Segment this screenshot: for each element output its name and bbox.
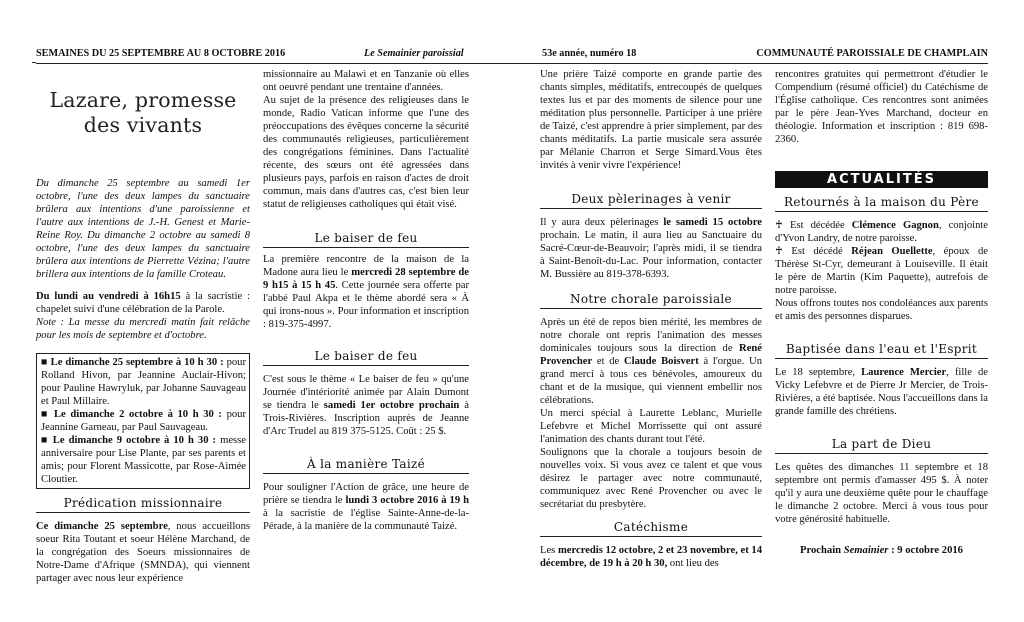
- text-span: . Cette journée sera offerte par l'abbé Paul Akpa et le thème abordé sera « À qui irons-nous ». Pour information et inscription : 819-375-4997.: [263, 280, 469, 330]
- catechisme-paragraph: [540, 544, 762, 570]
- mass-date: ■ Le dimanche 9 octobre à 10 h 30 :: [41, 435, 217, 446]
- baiser-heading-2: Le baiser de feu: [263, 350, 469, 366]
- column-4: [775, 68, 988, 557]
- mass-date: ■ Le dimanche 2 octobre à 10 h 30 :: [41, 409, 222, 420]
- title-line-1: Lazare, promesse: [49, 88, 237, 112]
- text-span: Il y aura deux pèlerinages: [540, 217, 664, 228]
- text-span: Les: [540, 545, 558, 556]
- text-span: à Trois-Rivières. Inscription auprès de Jeanne d'Arc Trudel au 819 375-5125. Coût : 25 $.: [263, 400, 469, 437]
- bold-span: Laurence Mercier: [861, 367, 947, 378]
- bold-span: samedi 1er octobre prochain: [323, 400, 460, 411]
- page-title: [36, 88, 250, 138]
- text-span: à la sacristie de l'église Sainte-Anne-de-la-Pérade, à la manière de la communauté Taizé.: [263, 508, 469, 532]
- text-span: Après un été de repos bien mérité, les membres de notre chorale ont repris l'animation des messes dominicales toujours sous la direction de: [540, 317, 762, 354]
- bold-span: Clémence Gagnon: [851, 220, 939, 231]
- religieuses-paragraph: Au sujet de la présence des religieuses dans le monde, Radio Vatican informe que l'une des préoccupations des évêques concerne la sécurité des communautés religieuses, particulièrement des congrégations féminines. Dans l'actualité récente, des sœurs ont été agressées dans plusieurs pays, parfois en raison d'actes de droit commun, mais dans d'autres cas, c'est bien leur statut de religieuses catholiques qui était visé.: [263, 95, 469, 210]
- weekday-bold: Du lundi au vendredi à 16h15: [36, 291, 181, 302]
- pelerinages-paragraph: [540, 216, 762, 281]
- baiser-heading-1: Le baiser de feu: [263, 232, 469, 248]
- mass-item: [41, 356, 246, 408]
- italic-span: Semainier: [843, 545, 889, 556]
- predication-continued: missionnaire au Malawi et en Tanzanie où elles ont oeuvré pendant une trentaine d'années.: [263, 69, 469, 93]
- taize-continued: Une prière Taizé comporte en grande partie des chants simples, méditatifs, entrecoupés de quelques textes lus et par des moments de silence pour une méditation plus personnelle. Participer à une prière de Taizé, c'est apprendre à prier simplement, par des chants méditatifs. La partie musicale sera assurée par Mélanie Charron et Serge Simard.Vous êtes invités à venir vivre l'expérience!: [540, 69, 762, 171]
- masses-box: [36, 353, 250, 489]
- predication-heading: Prédication missionnaire: [36, 497, 250, 513]
- bold-span: mercredis 12 octobre, 2 et 23 novembre, et 14 décembre, de 19 h à 20 h 30,: [540, 545, 762, 569]
- page-header: [36, 47, 988, 61]
- text-span: Pour souligner l'Action de grâce, une heure de prière se tiendra le: [263, 482, 469, 506]
- column-3: [540, 68, 762, 570]
- header-community: COMMUNAUTÉ PAROISSIALE DE CHAMPLAIN: [756, 48, 988, 59]
- corner-tick: [32, 62, 36, 63]
- bold-span: Réjean Ouellette: [851, 246, 933, 257]
- bold-span: Claude Boisvert: [623, 356, 699, 367]
- column-2: [263, 68, 469, 533]
- text-span: Le 18 septembre,: [775, 367, 862, 378]
- mass-text: pour Rolland Hivon, par Jeannine Auclair-Hivon; pour Pauline Hawryluk, par Johanne Sauvageau et Paul Millaire.: [41, 357, 246, 407]
- deces-1: [775, 219, 988, 245]
- title-line-2: des vivants: [83, 113, 203, 137]
- predication-paragraph: [36, 520, 250, 585]
- predication-bold: Ce dimanche 25 septembre: [36, 521, 168, 532]
- header-rule: [36, 63, 988, 64]
- retournes-heading: Retournés à la maison du Père: [775, 196, 988, 212]
- mass-text: pour Jeannine Garneau, par Paul Sauvageau.: [41, 409, 246, 433]
- mass-text: messe anniversaire pour Lise Plante, par ses parents et amis; pour Florent Massicotte, par Rose-Aimée Cloutier.: [41, 435, 246, 485]
- text-span: C'est sous le thème « Le baiser de feu » qu'une Journée d'intériorité animée par Alain Dumont se tiendra le: [263, 374, 469, 411]
- bold-span: mercredi 28 septembre de 9 h15 à 15 h 45: [263, 267, 470, 291]
- mass-item: [41, 434, 246, 486]
- weekday-rest: à la sacristie : chapelet suivi d'une célébration de la Parole.: [36, 291, 251, 315]
- column-1: [36, 68, 250, 585]
- text-span: Prochain: [800, 545, 844, 556]
- pelerinages-heading: Deux pèlerinages à venir: [540, 193, 762, 209]
- taize-heading: À la manière Taizé: [263, 458, 469, 474]
- baiser-paragraph-1: [263, 253, 469, 331]
- predication-text: , nous accueillons soeur Rita Toutant et soeur Hélène Marchand, de la congrégation des Soeurs missionnaires de Notre-Dame d'Afrique (SMNDA), qui viennent partager avec nous leur expérience: [36, 521, 250, 584]
- bold-span: lundi 3 octobre 2016 à 19 h: [345, 495, 469, 506]
- chorale-heading: Notre chorale paroissiale: [540, 293, 762, 309]
- bapteme-paragraph: [775, 366, 988, 418]
- catechisme-heading: Catéchisme: [540, 521, 762, 537]
- header-edition: 53e année, numéro 18: [542, 48, 637, 59]
- mass-item: [41, 408, 246, 434]
- taize-paragraph: [263, 481, 469, 533]
- condoleances: Nous offrons toutes nos condoléances aux parents et amis des personnes disparues.: [775, 298, 988, 322]
- bapteme-heading: Baptisée dans l'eau et l'Esprit: [775, 343, 988, 359]
- lamps-paragraph: Du dimanche 25 septembre au samedi 1er octobre, l'une des deux lampes du sanctuaire brûlera aux intentions d'une paroissienne et l'autre aux intentions de J.-H. Genest et Marie-Reine Roy. Du dimanche 2 octobre au samedi 8 octobre, l'une des deux lampes du sanctuaire brûlera aux intentions de Pierrette Vézina; l'autre brillera aux intentions de la famille Croteau.: [36, 178, 250, 280]
- text-span: et de: [592, 356, 624, 367]
- text-span: prochain. Le matin, il aura lieu au Sanctuaire du Sacré-Cœur-de-Beauvoir; l'après midi, il se tiendra à Saint-Benoît-du-Lac. Pour information, contacter M. Bussière au 819-378-6393.: [540, 230, 762, 280]
- catechisme-continued: rencontres gratuites qui permettront d'étudier le Compendium (résumé officiel) du Catéchisme de l'Église catholique. Ces rencontres sont animées par le père Jean-Yves Marchand, docteur en théologie. Information et inscription : 819 698-2360.: [775, 69, 988, 145]
- header-publication: Le Semainier paroissial: [364, 48, 464, 59]
- baiser-paragraph-2: [263, 373, 469, 438]
- weekday-note: Note : La messe du mercredi matin fait relâche pour les mois de septembre et d'octobre.: [36, 317, 250, 341]
- text-span: : 9 octobre 2016: [888, 545, 963, 556]
- text-span: , conjointe d'Yvon Landry, de notre paroisse.: [775, 220, 989, 244]
- text-span: à l'orgue. Un grand merci à tous ces bénévoles, amoureux du chant et de la musique, qui viennent embellir nos célébrations.: [540, 356, 762, 406]
- chorale-paragraph: [540, 316, 762, 407]
- chorale-call: Soulignons que la chorale a toujours besoin de nouvelles voix. Si vous avez ce talent et que vous désirez le partager avec notre communauté, communiquez avec René Provencher ou avec le secrétariat du presbytère.: [540, 447, 762, 510]
- cross-icon: ♰ Est décédé: [775, 246, 852, 257]
- bold-span: René Provencher: [540, 343, 762, 367]
- part-de-dieu-paragraph: Les quêtes des dimanches 11 septembre et 18 septembre ont permis d'amasser 495 $. À noter qu'il y aura une deuxième quête pour le chauffage le dimanche 2 octobre. Merci à vous tous pour votre générosité habituelle.: [775, 462, 988, 525]
- text-span: , époux de Thérèse St-Cyr, demeurant à Louiseville. Il était le père de Martin (Kim Paquette), autrefois de notre paroisse.: [775, 246, 988, 296]
- part-de-dieu-heading: La part de Dieu: [775, 438, 988, 454]
- header-dates: SEMAINES DU 25 SEPTEMBRE AU 8 OCTOBRE 2016: [36, 48, 286, 59]
- text-span: ont lieu des: [667, 558, 719, 569]
- bold-span: le samedi 15 octobre: [663, 217, 762, 228]
- text-span: , fille de Vicky Lefebvre et de Pierre Jr Mercier, de Trois-Rivières, a été baptisée. Nous l'accueillons dans la grande famille des chrétiens.: [775, 367, 988, 417]
- prochain-semainier: [775, 544, 988, 557]
- cross-icon: ♰ Est décédée: [775, 220, 852, 231]
- deces-2: [775, 245, 988, 297]
- text-span: La première rencontre de la maison de la Madone aura lieu le: [263, 254, 469, 278]
- mass-date: ■ Le dimanche 25 septembre à 10 h 30 :: [41, 357, 224, 368]
- weekday-paragraph: [36, 290, 250, 316]
- actualites-banner: ACTUALITÉS: [775, 171, 988, 188]
- chorale-thanks: Un merci spécial à Laurette Leblanc, Murielle Lefebvre et Michel Morrissette qui ont assuré l'animation des chants durant tout l'été.: [540, 408, 762, 445]
